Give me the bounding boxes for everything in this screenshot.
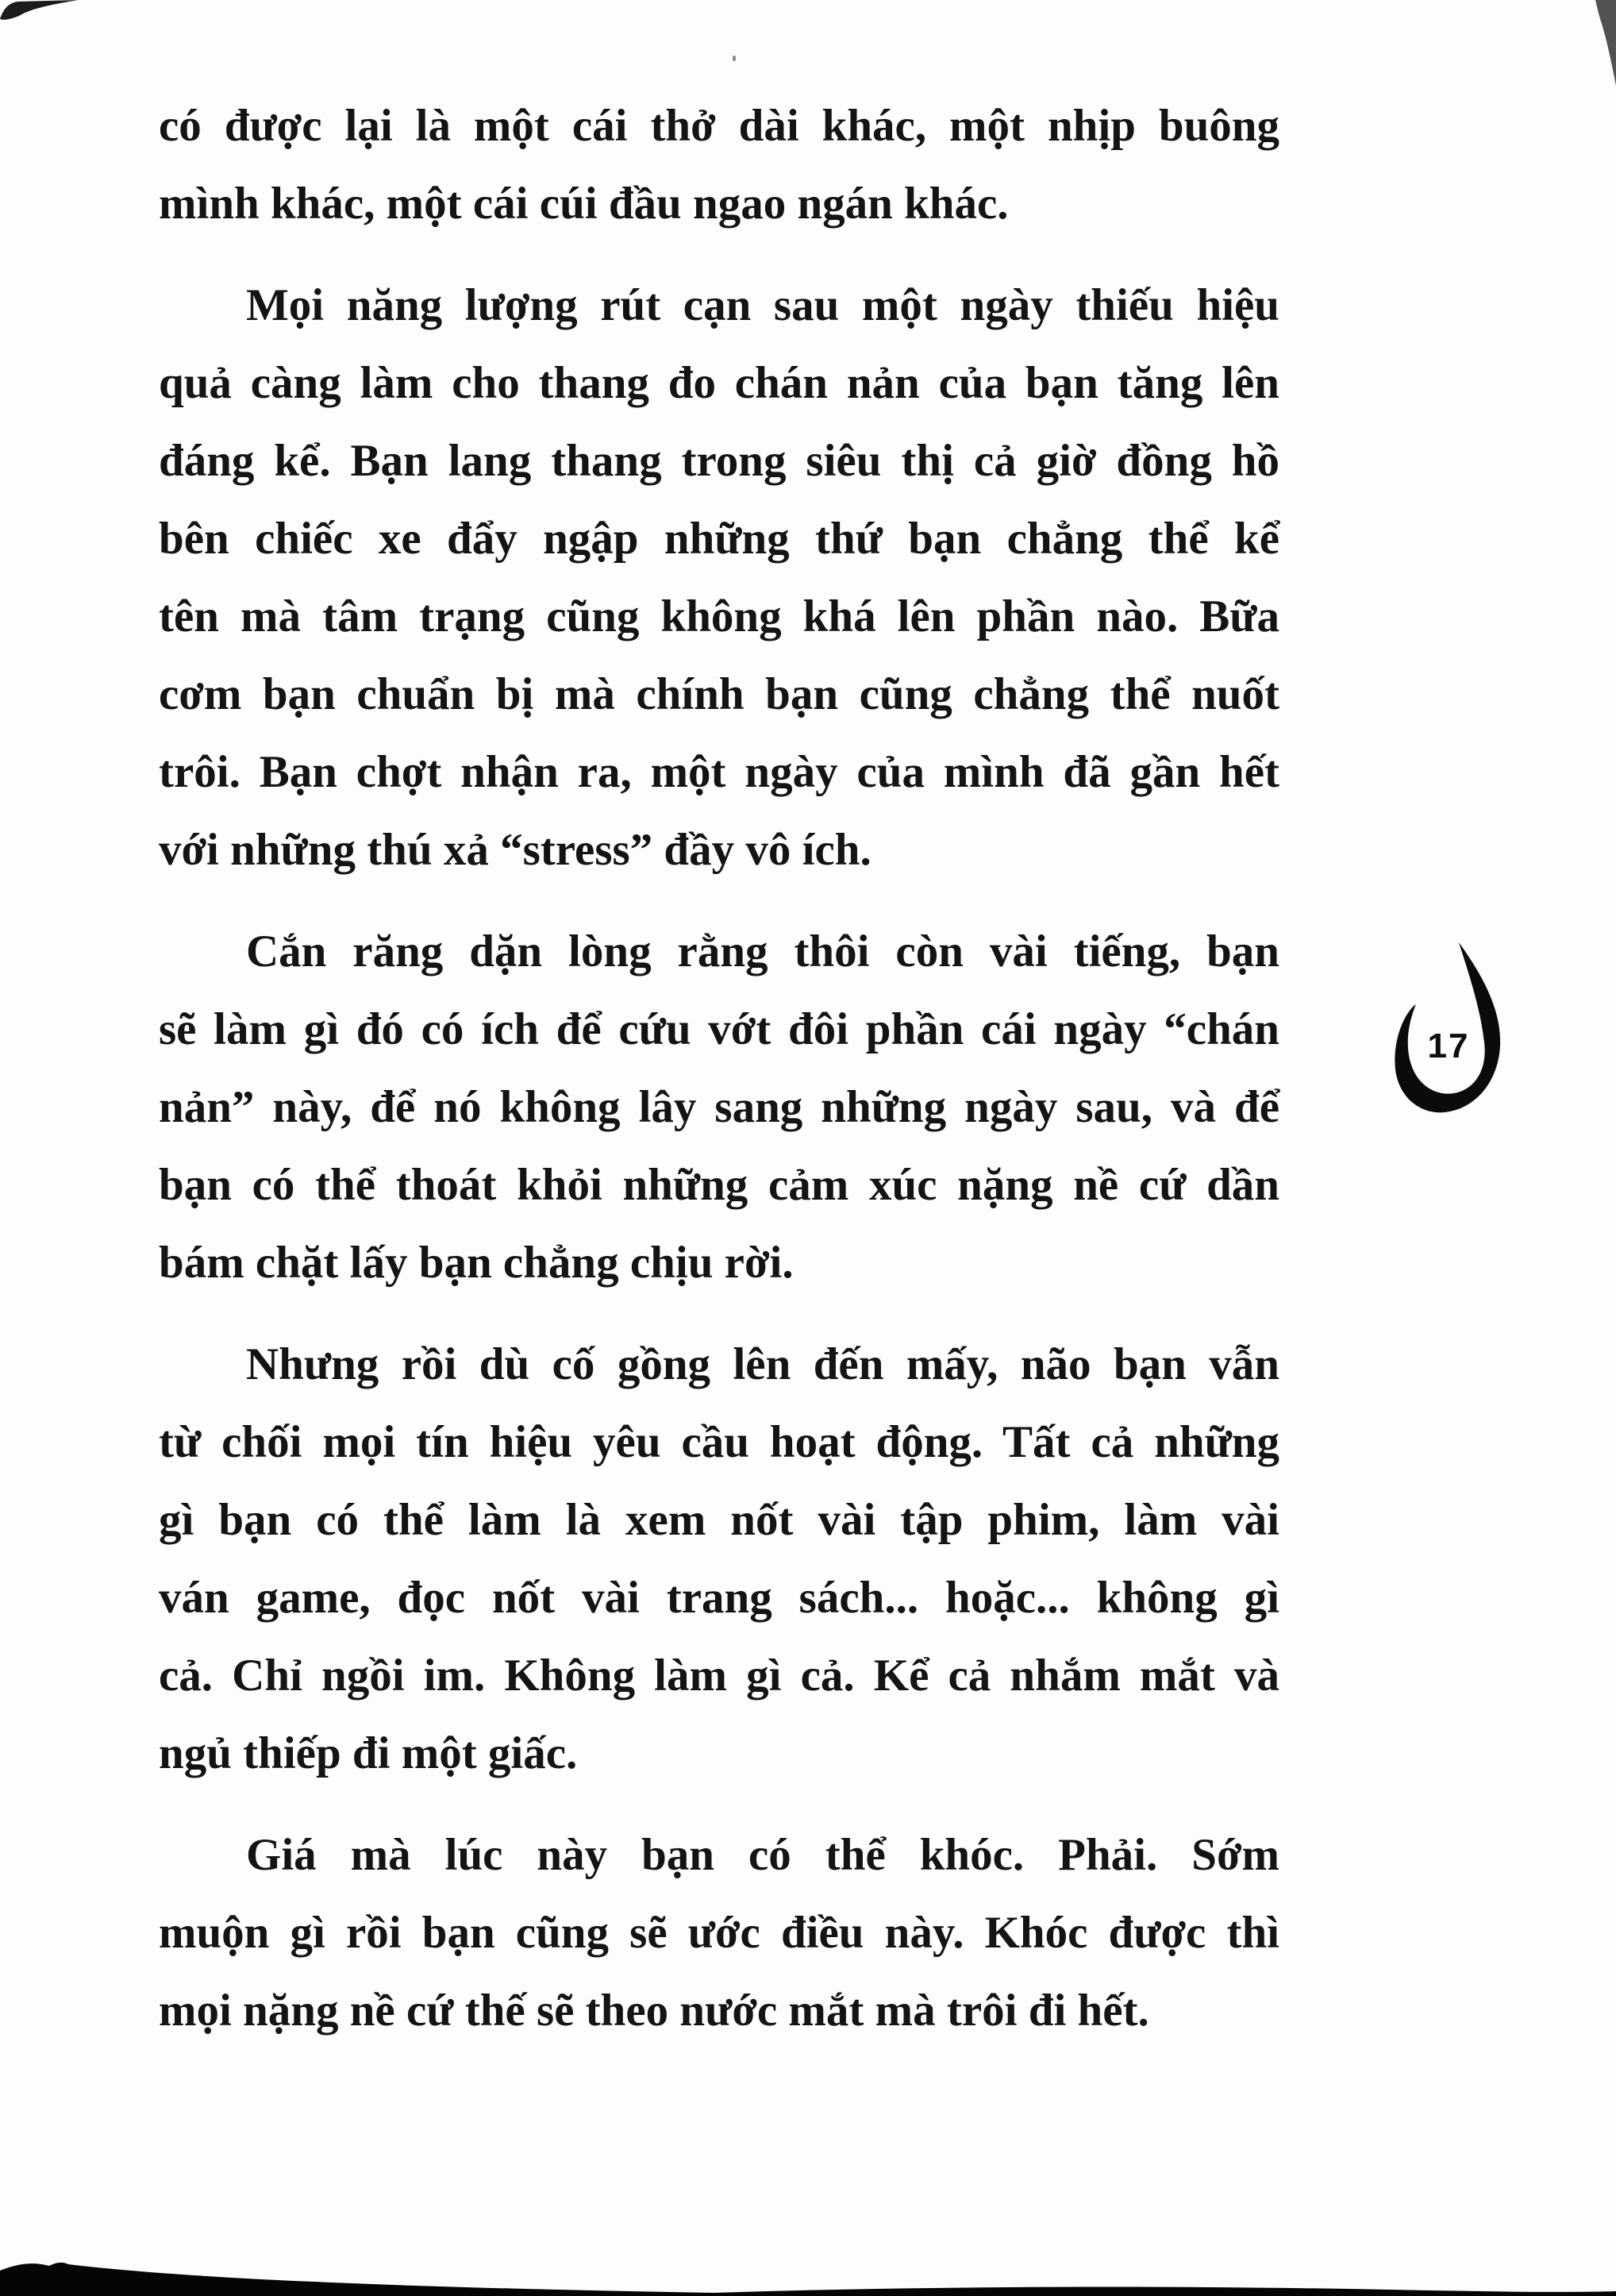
text-line: tên mà tâm trạng cũng không khá lên phần nào. Bữa bbox=[159, 591, 1279, 641]
paragraph-4 bbox=[159, 1326, 1279, 1793]
text-line: với những thú xả “stress” đầy vô ích. bbox=[159, 825, 871, 875]
text-line: cơm bạn chuẩn bị mà chính bạn cũng chẳng thể nuốt bbox=[159, 669, 1279, 719]
scan-fleck bbox=[733, 56, 736, 61]
text-line: mọi nặng nề cứ thế sẽ theo nước mắt mà trôi đi hết. bbox=[159, 1986, 1149, 2036]
paragraph-3 bbox=[159, 913, 1279, 1302]
text-line: từ chối mọi tín hiệu yêu cầu hoạt động. Tất cả những bbox=[159, 1417, 1279, 1467]
page-number-ornament bbox=[1391, 941, 1519, 1125]
text-line: sẽ làm gì đó có ích để cứu vớt đôi phần cái ngày “chán bbox=[159, 1004, 1279, 1054]
text-line: trôi. Bạn chợt nhận ra, một ngày của mình đã gần hết bbox=[159, 747, 1279, 797]
text-line: mình khác, một cái cúi đầu ngao ngán khác. bbox=[159, 179, 1009, 229]
text-line: Nhưng rồi dù cố gồng lên đến mấy, não bạn vẫn bbox=[246, 1339, 1279, 1389]
text-line: Cắn răng dặn lòng rằng thôi còn vài tiếng, bạn bbox=[246, 926, 1279, 977]
text-line: muộn gì rồi bạn cũng sẽ ước điều này. Khóc được thì bbox=[159, 1908, 1279, 1958]
page-number: 17 bbox=[1427, 1027, 1470, 1065]
text-line: ván game, đọc nốt vài trang sách... hoặc... không gì bbox=[159, 1573, 1279, 1623]
paragraph-1 bbox=[159, 87, 1279, 243]
text-line: bám chặt lấy bạn chẳng chịu rời. bbox=[159, 1238, 794, 1288]
scan-shadow-bottom-icon bbox=[0, 2259, 1616, 2296]
scan-smudge-top-left-icon bbox=[0, 0, 87, 21]
text-line: cả. Chỉ ngồi im. Không làm gì cả. Kể cả nhắm mắt và bbox=[159, 1651, 1279, 1701]
text-line: bên chiếc xe đẩy ngập những thứ bạn chẳng thể kể bbox=[159, 514, 1279, 564]
paragraph-5 bbox=[159, 1816, 1279, 2050]
text-line: gì bạn có thể làm là xem nốt vài tập phim, làm vài bbox=[159, 1495, 1279, 1545]
text-line: ngủ thiếp đi một giấc. bbox=[159, 1728, 578, 1778]
paragraph-2 bbox=[159, 267, 1279, 889]
body-text bbox=[159, 87, 1279, 2074]
text-line: Mọi năng lượng rút cạn sau một ngày thiếu hiệu bbox=[246, 280, 1279, 330]
text-line: Giá mà lúc này bạn có thể khóc. Phải. Sớm bbox=[246, 1830, 1279, 1880]
text-line: quả càng làm cho thang đo chán nản của bạn tăng lên bbox=[159, 358, 1279, 408]
scan-mark-top-right-icon bbox=[1589, 0, 1616, 89]
text-line: nản” này, để nó không lây sang những ngày sau, và để bbox=[159, 1082, 1279, 1132]
text-line: bạn có thể thoát khỏi những cảm xúc nặng nề cứ dần bbox=[159, 1160, 1279, 1210]
text-line: đáng kể. Bạn lang thang trong siêu thị cả giờ đồng hồ bbox=[159, 436, 1279, 486]
text-line: có được lại là một cái thở dài khác, một nhịp buông bbox=[159, 101, 1279, 151]
